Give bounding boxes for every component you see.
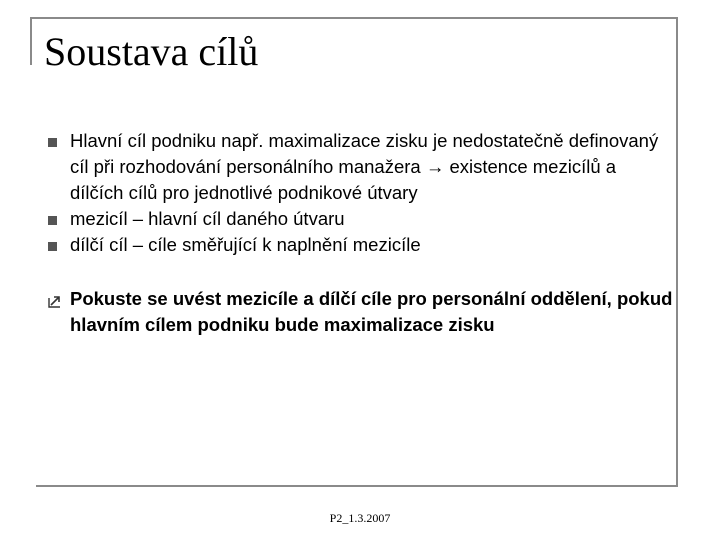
frame-right-line [676, 17, 678, 487]
square-bullet-icon [48, 242, 57, 251]
frame-left-line [30, 17, 32, 65]
bullet-list [48, 128, 668, 258]
task-item [48, 286, 690, 338]
square-bullet-icon [48, 138, 57, 147]
bullet-item [48, 128, 668, 206]
bullet-text: Hlavní cíl podniku např. maximalizace zisku je nedostatečně definovaný cíl při rozhodování personálního manažera → existence mezicílů a dílčích cílů pro jednotlivé podnikové útvary [70, 130, 659, 203]
bullet-item [48, 232, 668, 258]
frame-bottom-line [36, 485, 678, 487]
frame-top-line [30, 17, 678, 19]
square-bullet-icon [48, 216, 57, 225]
task-text: Pokuste se uvést mezicíle a dílčí cíle pro personální oddělení, pokud hlavním cílem podniku bude maximalizace zisku [70, 288, 673, 335]
bullet-text: mezicíl – hlavní cíl daného útvaru [70, 208, 345, 229]
arrow-checkbox-icon [48, 294, 62, 308]
bullet-item [48, 206, 668, 232]
slide-footer: P2_1.3.2007 [329, 511, 391, 525]
slide-title: Soustava cílů [44, 29, 259, 74]
bullet-text: dílčí cíl – cíle směřující k naplnění mezicíle [70, 234, 421, 255]
